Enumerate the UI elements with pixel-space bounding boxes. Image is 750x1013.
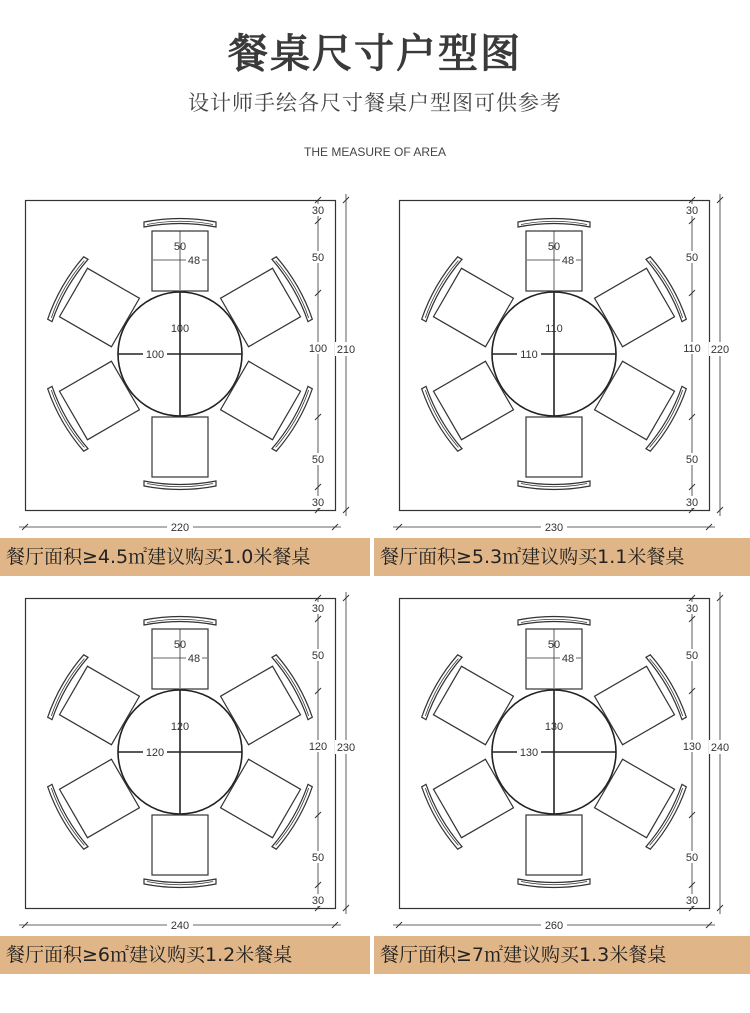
depth-segment-table_diameter: 110 xyxy=(683,343,701,355)
chair-width-label: 48 xyxy=(187,653,201,665)
recommendation-banner: 餐厅面积≥6㎡建议购买1.2米餐桌 xyxy=(0,936,370,974)
depth-segment-table_diameter: 130 xyxy=(682,741,702,753)
depth-segment-table_diameter: 120 xyxy=(308,741,328,753)
room-depth-label: 220 xyxy=(710,344,730,356)
depth-segment-clearance_edge: 30 xyxy=(311,603,325,615)
page-subtitle: 设计师手绘各尺寸餐桌户型图可供参考 xyxy=(188,91,562,115)
depth-segment-clearance_edge: 30 xyxy=(685,205,699,217)
room-width-label: 220 xyxy=(170,522,190,534)
table-diameter-horizontal: 100 xyxy=(145,349,165,361)
measure-caption: THE MEASURE OF AREA xyxy=(303,145,447,159)
chair-width-label: 48 xyxy=(561,255,575,267)
recommendation-banner: 餐厅面积≥4.5㎡建议购买1.0米餐桌 xyxy=(0,538,370,576)
floor-plan-2 xyxy=(399,200,730,534)
depth-segment-table_diameter: 100 xyxy=(308,343,328,355)
depth-segment-clearance_edge: 30 xyxy=(311,205,325,217)
recommendation-banner: 餐厅面积≥5.3㎡建议购买1.1米餐桌 xyxy=(374,538,750,576)
chair-depth-label: 50 xyxy=(547,639,561,651)
chair-width-label: 48 xyxy=(187,255,201,267)
page-title: 餐桌尺寸户型图 xyxy=(228,31,522,77)
room-width-label: 260 xyxy=(544,920,564,932)
table-diameter-vertical: 110 xyxy=(545,323,563,335)
floor-plan-3 xyxy=(25,598,356,932)
room-width-label: 240 xyxy=(170,920,190,932)
room-depth-label: 230 xyxy=(336,742,356,754)
depth-segment-chair_zone: 50 xyxy=(311,454,325,466)
depth-segment-chair_zone: 50 xyxy=(685,252,699,264)
room-width-label: 230 xyxy=(544,522,564,534)
depth-segment-chair_zone: 50 xyxy=(311,650,325,662)
chair-depth-label: 50 xyxy=(547,241,561,253)
depth-segment-chair_zone: 50 xyxy=(311,852,325,864)
chair-width-label: 48 xyxy=(561,653,575,665)
table-diameter-vertical: 120 xyxy=(170,721,190,733)
recommendation-banner: 餐厅面积≥7㎡建议购买1.3米餐桌 xyxy=(374,936,750,974)
depth-segment-chair_zone: 50 xyxy=(685,454,699,466)
depth-segment-chair_zone: 50 xyxy=(311,252,325,264)
room-depth-label: 210 xyxy=(336,344,356,356)
table-diameter-horizontal: 110 xyxy=(520,349,538,361)
depth-segment-clearance_edge: 30 xyxy=(685,497,699,509)
depth-segment-chair_zone: 50 xyxy=(685,650,699,662)
floor-plan-1 xyxy=(25,200,356,534)
floor-plan-4 xyxy=(399,598,730,932)
depth-segment-clearance_edge: 30 xyxy=(685,603,699,615)
depth-segment-clearance_edge: 30 xyxy=(311,895,325,907)
table-diameter-vertical: 130 xyxy=(544,721,564,733)
depth-segment-chair_zone: 50 xyxy=(685,852,699,864)
room-depth-label: 240 xyxy=(710,742,730,754)
table-diameter-vertical: 100 xyxy=(170,323,190,335)
chair-depth-label: 50 xyxy=(173,639,187,651)
depth-segment-clearance_edge: 30 xyxy=(311,497,325,509)
chair-depth-label: 50 xyxy=(173,241,187,253)
table-diameter-horizontal: 120 xyxy=(145,747,165,759)
table-diameter-horizontal: 130 xyxy=(519,747,539,759)
depth-segment-clearance_edge: 30 xyxy=(685,895,699,907)
